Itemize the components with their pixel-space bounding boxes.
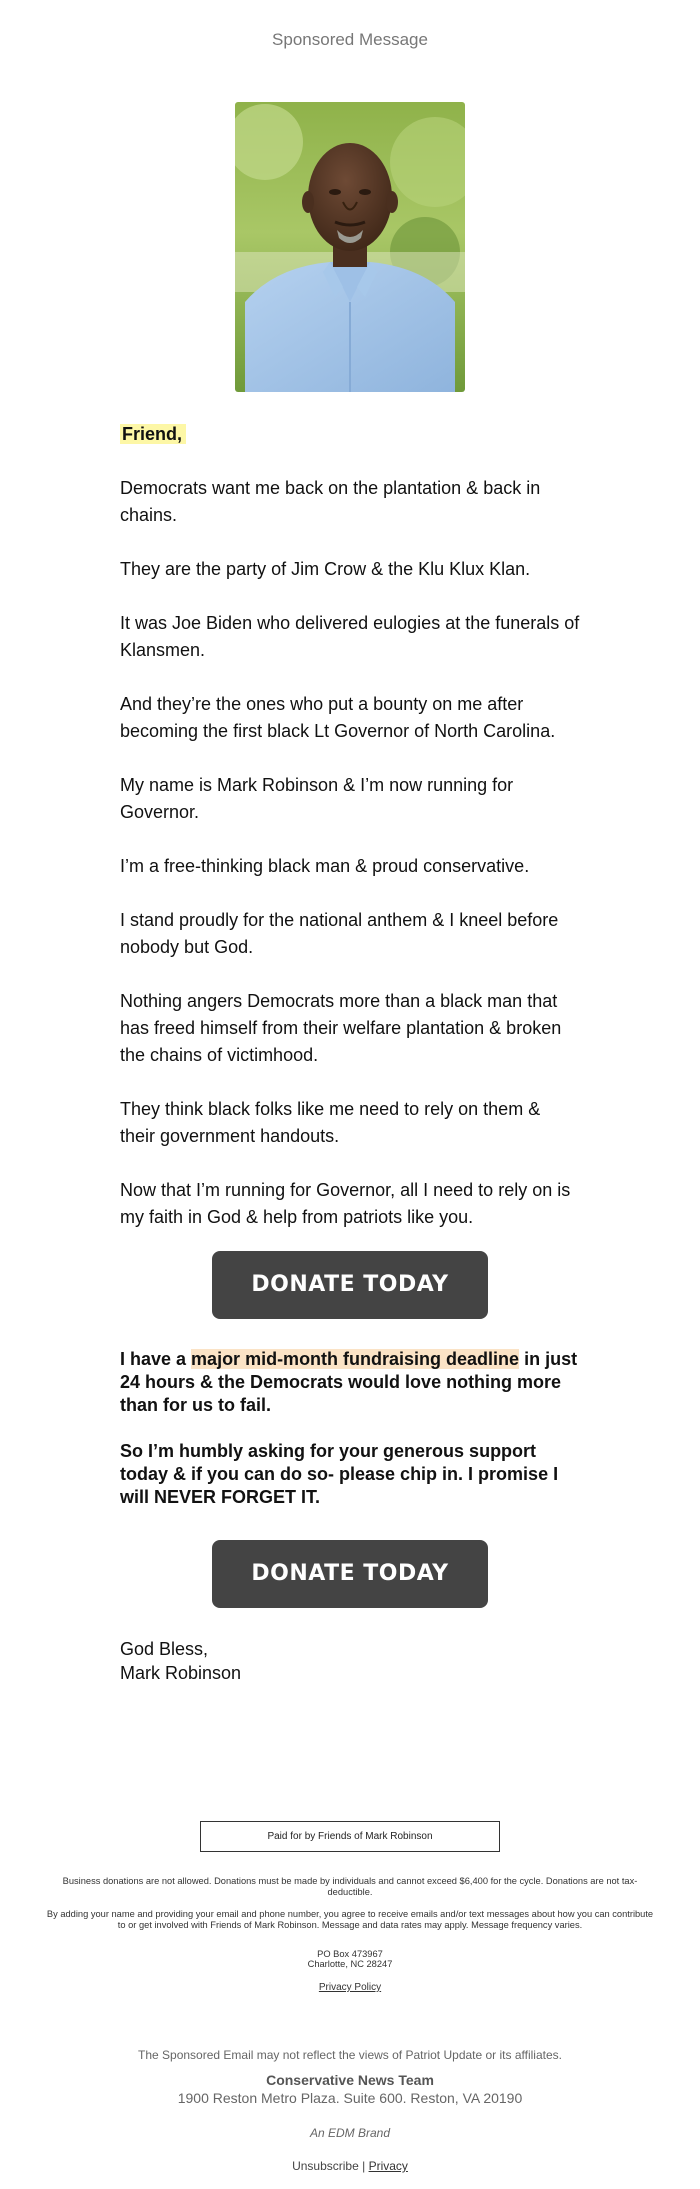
privacy-policy-wrapper xyxy=(0,1982,700,1993)
deadline-suffix: in just 24 hours & the Democrats would love nothing more than for us to fail. xyxy=(120,1349,578,1415)
brand-label: An EDM Brand xyxy=(309,2126,391,2140)
paid-for-box: Paid for by Friends of Mark Robinson xyxy=(200,1821,500,1852)
body-paragraph: My name is Mark Robinson & I’m now running for Governor. xyxy=(120,775,514,822)
unsubscribe-link[interactable]: Unsubscribe xyxy=(292,2159,359,2173)
privacy-policy-link[interactable]: Privacy Policy xyxy=(318,1982,382,1993)
donate-button[interactable]: DONATE TODAY xyxy=(212,1251,488,1319)
portrait-photo xyxy=(235,102,465,392)
body-paragraph: They think black folks like me need to rely on them & their government handouts. xyxy=(120,1099,541,1146)
body-paragraph: I’m a free-thinking black man & proud conservative. xyxy=(120,856,530,876)
body-paragraph: It was Joe Biden who delivered eulogies at the funerals of Klansmen. xyxy=(120,613,580,660)
body-paragraph: They are the party of Jim Crow & the Klu Klux Klan. xyxy=(120,559,531,579)
signature: Mark Robinson xyxy=(120,1663,242,1683)
po-box: PO Box 473967 xyxy=(317,1949,383,1959)
body-paragraph: Now that I’m running for Governor, all I need to rely on is my faith in God & help from patriots like you. xyxy=(120,1180,571,1227)
deadline-highlight: major mid-month fundraising deadline xyxy=(191,1349,520,1369)
views-disclaimer: The Sponsored Email may not reflect the views of Patriot Update or its affiliates. xyxy=(138,2048,562,2062)
closing: God Bless, xyxy=(120,1639,209,1659)
donate-button-secondary[interactable]: DONATE TODAY xyxy=(212,1540,488,1608)
privacy-link[interactable]: Privacy xyxy=(368,2159,408,2173)
link-separator: | xyxy=(362,2159,366,2173)
org-name: Conservative News Team xyxy=(266,2072,434,2088)
org-address: 1900 Reston Metro Plaza. Suite 600. Reston, VA 20190 xyxy=(177,2090,523,2106)
deadline-prefix: I have a xyxy=(120,1349,192,1369)
message-body xyxy=(120,421,580,1685)
consent-notice: By adding your name and providing your email and phone number, you agree to receive emails and/or text messages about how you can contribute to or get involved with Friends of Mark Robinson. Message and data rates may apply. Message frequency varies. xyxy=(46,1909,654,1930)
body-paragraph: And they’re the ones who put a bounty on me after becoming the first black Lt Governor of North Carolina. xyxy=(120,694,556,741)
greeting: Friend, xyxy=(120,421,580,448)
body-paragraph: I stand proudly for the national anthem & I kneel before nobody but God. xyxy=(120,910,559,957)
donations-notice: Business donations are not allowed. Donations must be made by individuals and cannot exceed $6,400 for the cycle. Donations are not tax-deductible. xyxy=(62,1876,638,1897)
sponsored-label: Sponsored Message xyxy=(272,30,428,49)
body-paragraph: Nothing angers Democrats more than a black man that has freed himself from their welfare plantation & broken the chains of victimhood. xyxy=(120,991,562,1065)
body-paragraph: Democrats want me back on the plantation & back in chains. xyxy=(120,478,541,525)
deadline-paragraph xyxy=(120,1348,580,1417)
city-address: Charlotte, NC 28247 xyxy=(307,1959,393,1969)
footer-links xyxy=(0,2159,700,2173)
support-paragraph: So I’m humbly asking for your generous support today & if you can do so- please chip in. I promise I will NEVER FORGET IT. xyxy=(120,1441,559,1507)
